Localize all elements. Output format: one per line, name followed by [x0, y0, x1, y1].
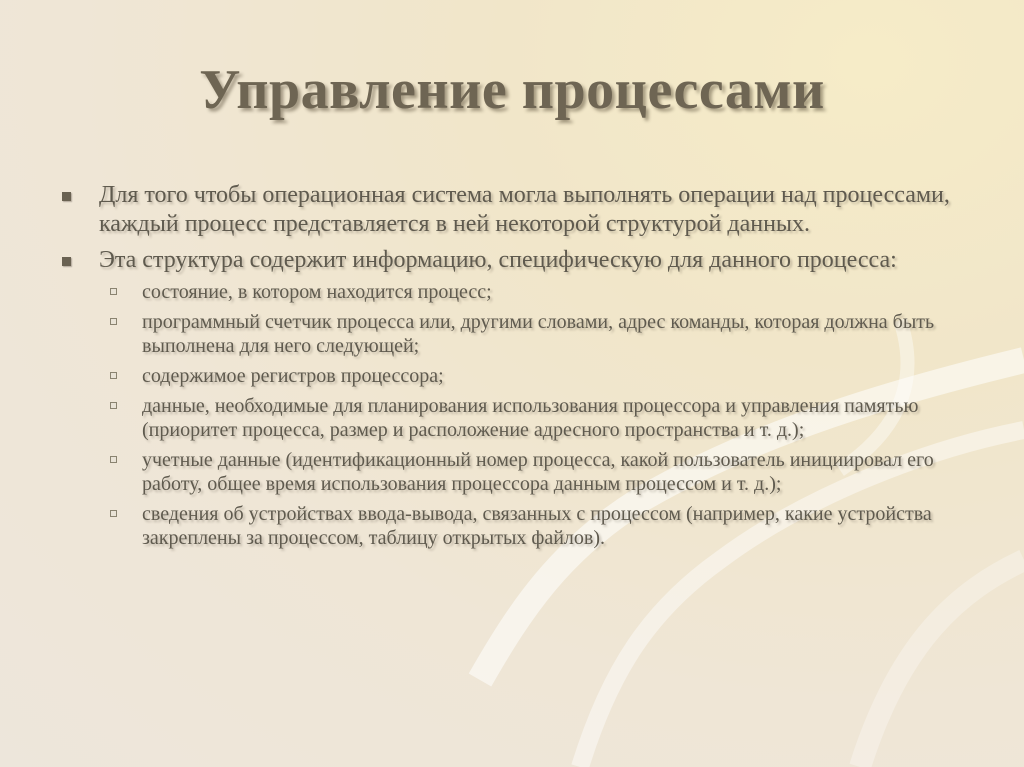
bullet-text: Эта структура содержит информацию, специфическую для данного процесса: [99, 247, 897, 273]
bullet-item [62, 181, 962, 239]
hollow-square-bullet-icon [110, 372, 117, 379]
hollow-square-bullet-icon [110, 510, 117, 517]
hollow-square-bullet-icon [110, 288, 117, 295]
hollow-square-bullet-icon [110, 402, 117, 409]
sub-bullet-text: содержимое регистров процессора; [142, 365, 444, 387]
sub-bullet-text: данные, необходимые для планирования использования процессора и управления памятью (приоритет процесса, размер и расположение адресного пространства и т. д.); [142, 395, 919, 441]
hollow-square-bullet-icon [110, 318, 117, 325]
bullet-item [62, 246, 962, 275]
slide-title: Управление процессами [199, 59, 825, 121]
sub-bullet-text: состояние, в котором находится процесс; [142, 281, 492, 303]
sub-bullet-item [110, 364, 962, 388]
sub-bullet-text: программный счетчик процесса или, другими словами, адрес команды, которая должна быть выполнена для него следующей; [142, 311, 935, 357]
sub-bullet-list [110, 280, 962, 550]
sub-bullet-text: учетные данные (идентификационный номер процесса, какой пользователь инициировал его работу, общее время использования процессора данным процессом и т. д.); [142, 449, 934, 495]
square-bullet-icon [62, 192, 71, 201]
hollow-square-bullet-icon [110, 456, 117, 463]
sub-bullet-item [110, 394, 962, 442]
slide-content [62, 181, 962, 556]
sub-bullet-item [110, 448, 962, 496]
sub-bullet-item [110, 280, 962, 304]
square-bullet-icon [62, 257, 71, 266]
sub-bullet-item [110, 502, 962, 550]
sub-bullet-item [110, 310, 962, 358]
sub-bullet-text: сведения об устройствах ввода-вывода, связанных с процессом (например, какие устройства закреплены за процессом, таблицу открытых файлов). [142, 503, 932, 549]
bullet-text: Для того чтобы операционная система могла выполнять операции над процессами, каждый процесс представляется в ней некоторой структурой данных. [99, 182, 950, 237]
